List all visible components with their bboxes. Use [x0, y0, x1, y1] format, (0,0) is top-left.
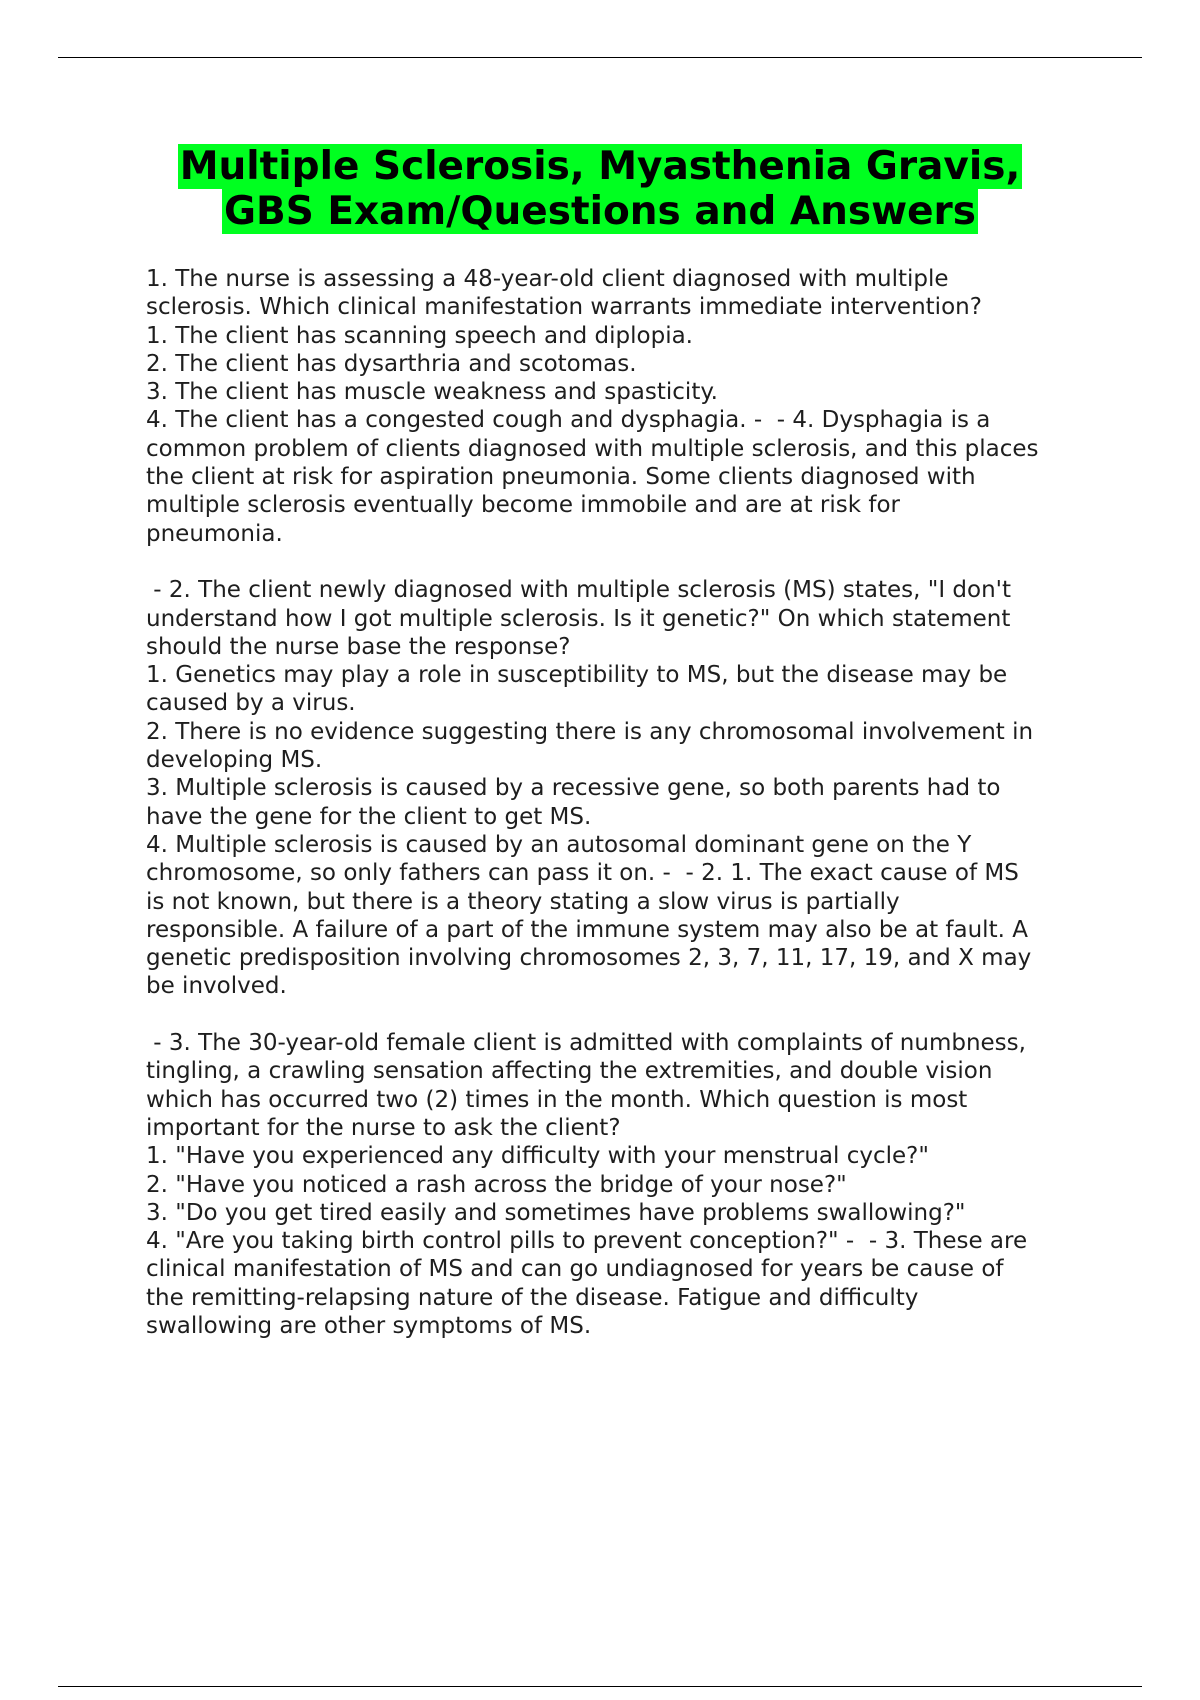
- rationale-line: multiple sclerosis eventually become immobile and are at risk for: [146, 492, 901, 519]
- answer-option: 1. "Have you experienced any difficulty with your menstrual cycle?": [146, 1143, 929, 1170]
- answer-option: 4. Multiple sclerosis is caused by an autosomal dominant gene on the Y: [146, 831, 972, 858]
- rationale-line: is not known, but there is a theory stating a slow virus is partially: [146, 888, 900, 915]
- question-line: 1. The nurse is assessing a 48-year-old client diagnosed with multiple: [146, 266, 949, 292]
- rationale-line: the client at risk for aspiration pneumonia. Some clients diagnosed with: [146, 464, 976, 491]
- answer-option: 2. "Have you noticed a rash across the bridge of your nose?": [146, 1171, 847, 1198]
- answer-option: 2. There is no evidence suggesting there is any chromosomal involvement in: [146, 718, 1034, 745]
- answer-option: 1. The client has scanning speech and diplopia.: [146, 322, 693, 349]
- answer-option: have the gene for the client to get MS.: [146, 803, 592, 830]
- answer-option: 3. Multiple sclerosis is caused by a recessive gene, so both parents had to: [146, 775, 1001, 802]
- title-line-2: GBS Exam/Questions and Answers: [223, 189, 976, 234]
- paragraph-gap: [146, 548, 1106, 576]
- rationale-line: clinical manifestation of MS and can go undiagnosed for years be cause of: [146, 1256, 1004, 1283]
- question-line: sclerosis. Which clinical manifestation warrants immediate intervention?: [146, 294, 982, 321]
- question-line: which has occurred two (2) times in the month. Which question is most: [146, 1086, 968, 1113]
- answer-option: 1. Genetics may play a role in susceptibility to MS, but the disease may be: [146, 662, 1008, 689]
- answer-option: 3. The client has muscle weakness and spasticity.: [146, 379, 718, 406]
- question-line: should the nurse base the response?: [146, 633, 571, 660]
- question-block-2: [146, 576, 1106, 1000]
- question-line: tingling, a crawling sensation affecting the extremities, and double vision: [146, 1058, 993, 1085]
- answer-option: developing MS.: [146, 747, 323, 774]
- answer-option: 4. "Are you taking birth control pills to prevent conception?" - - 3. These are: [146, 1228, 1028, 1255]
- document-body: [146, 265, 1106, 1340]
- answer-option: 3. "Do you get tired easily and sometimes have problems swallowing?": [146, 1199, 966, 1226]
- paragraph-gap: [146, 1001, 1106, 1029]
- title-line-1: Multiple Sclerosis, Myasthenia Gravis,: [179, 144, 1021, 189]
- rationale-line: common problem of clients diagnosed with multiple sclerosis, and this places: [146, 435, 1039, 462]
- rationale-line: responsible. A failure of a part of the immune system may also be at fault. A: [146, 916, 1028, 943]
- bottom-rule: [58, 1686, 1142, 1687]
- answer-option: 4. The client has a congested cough and dysphagia. - - 4. Dysphagia is a: [146, 407, 991, 434]
- rationale-line: chromosome, so only fathers can pass it on. - - 2. 1. The exact cause of MS: [146, 860, 1019, 887]
- top-rule: [58, 57, 1142, 58]
- question-block-3: [146, 1029, 1106, 1340]
- answer-option: 2. The client has dysarthria and scotomas.: [146, 350, 637, 377]
- rationale-line: be involved.: [146, 973, 287, 1000]
- question-block-1: [146, 265, 1106, 548]
- rationale-line: genetic predisposition involving chromosomes 2, 3, 7, 11, 17, 19, and X may: [146, 945, 1032, 972]
- question-line: - 2. The client newly diagnosed with multiple sclerosis (MS) states, "I don't: [146, 577, 1012, 604]
- question-line: important for the nurse to ask the client?: [146, 1114, 621, 1141]
- rationale-line: swallowing are other symptoms of MS.: [146, 1312, 592, 1339]
- answer-option: caused by a virus.: [146, 690, 356, 717]
- question-line: understand how I got multiple sclerosis. Is it genetic?" On which statement: [146, 605, 1011, 632]
- question-line: - 3. The 30-year-old female client is admitted with complaints of numbness,: [146, 1030, 1026, 1057]
- rationale-line: pneumonia.: [146, 520, 283, 547]
- page-title: [0, 144, 1200, 234]
- rationale-line: the remitting-relapsing nature of the disease. Fatigue and difficulty: [146, 1284, 919, 1311]
